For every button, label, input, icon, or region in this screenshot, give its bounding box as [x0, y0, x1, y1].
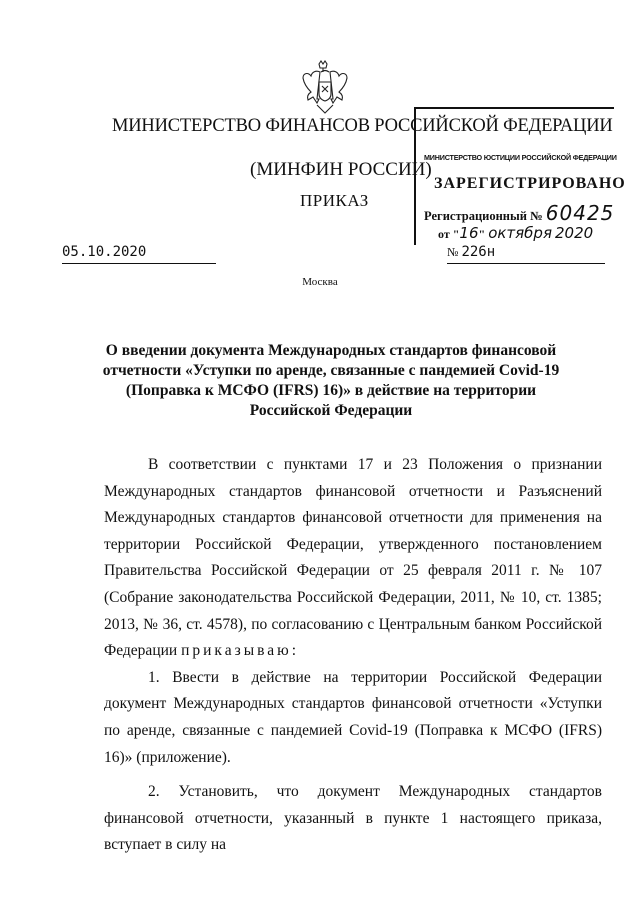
- stamp-reg-value: 60425: [545, 201, 615, 225]
- ministry-short-name: (МИНФИН РОССИИ): [250, 159, 432, 180]
- document-type: ПРИКАЗ: [300, 191, 369, 210]
- document-title: О введении документа Международных стандартов финансовой отчетности «Уступки по аренде, связанные с пандемией Covid-19 (Поправка к МСФО (IFRS) 16)» в действие на территории Российской Федерации: [102, 342, 560, 419]
- stamp-ministry: МИНИСТЕРСТВО ЮСТИЦИИ РОССИЙСКОЙ ФЕДЕРАЦИИ: [424, 153, 617, 162]
- coat-of-arms-icon: [302, 60, 348, 116]
- stamp-date-year: 2020: [554, 224, 594, 242]
- paragraph-1: 1. Ввести в действие на территории Российской Федерации документ Международных стандартов финансовой отчетности «Уступки по аренде, связанные с пандемией Covid-19 (Поправка к МСФО (IFRS) 16)» (приложение).: [104, 668, 602, 766]
- paragraph-2: 2. Установить, что документ Международных стандартов финансовой отчетности, указанный в пункте 1 настоящего приказа, вступает в силу на: [104, 783, 602, 854]
- number-value: 226н: [461, 244, 496, 260]
- stamp-date-month: октября: [488, 224, 552, 242]
- document-body: [104, 452, 602, 859]
- paragraph-preamble: [104, 452, 602, 665]
- ministry-name: МИНИСТЕРСТВО ФИНАНСОВ РОССИЙСКОЙ ФЕДЕРАЦИИ: [112, 116, 613, 136]
- stamp-reg-number: [424, 201, 614, 225]
- preamble-order-word: приказываю:: [181, 642, 300, 660]
- document-number: [447, 244, 605, 264]
- number-prefix: №: [447, 245, 459, 259]
- stamp-date-day: 16: [459, 224, 479, 242]
- preamble-text: В соответствии с пунктами 17 и 23 Положения о признании Международных стандартов финансовой отчетности и Разъяснений Международных стандартов финансовой отчетности для применения на территории Российской Федерации, утвержденного постановлением Правительства Российской Федерации от 25 февраля 2011 г. № 107 (Собрание законодательства Российской Федерации, 2011, № 10, ст. 1385; 2013, № 36, ст. 4578), по согласованию с Центральным банком Российской Федерации: [104, 456, 602, 660]
- stamp-date: от "16" октября 2020: [438, 224, 594, 242]
- document-date: 05.10.2020: [62, 244, 216, 264]
- stamp-registered: ЗАРЕГИСТРИРОВАНО: [434, 175, 626, 192]
- stamp-reg-label: Регистрационный №: [424, 209, 543, 223]
- registration-stamp: [414, 107, 626, 245]
- stamp-date-prefix: от: [438, 227, 450, 241]
- city: Москва: [302, 276, 338, 288]
